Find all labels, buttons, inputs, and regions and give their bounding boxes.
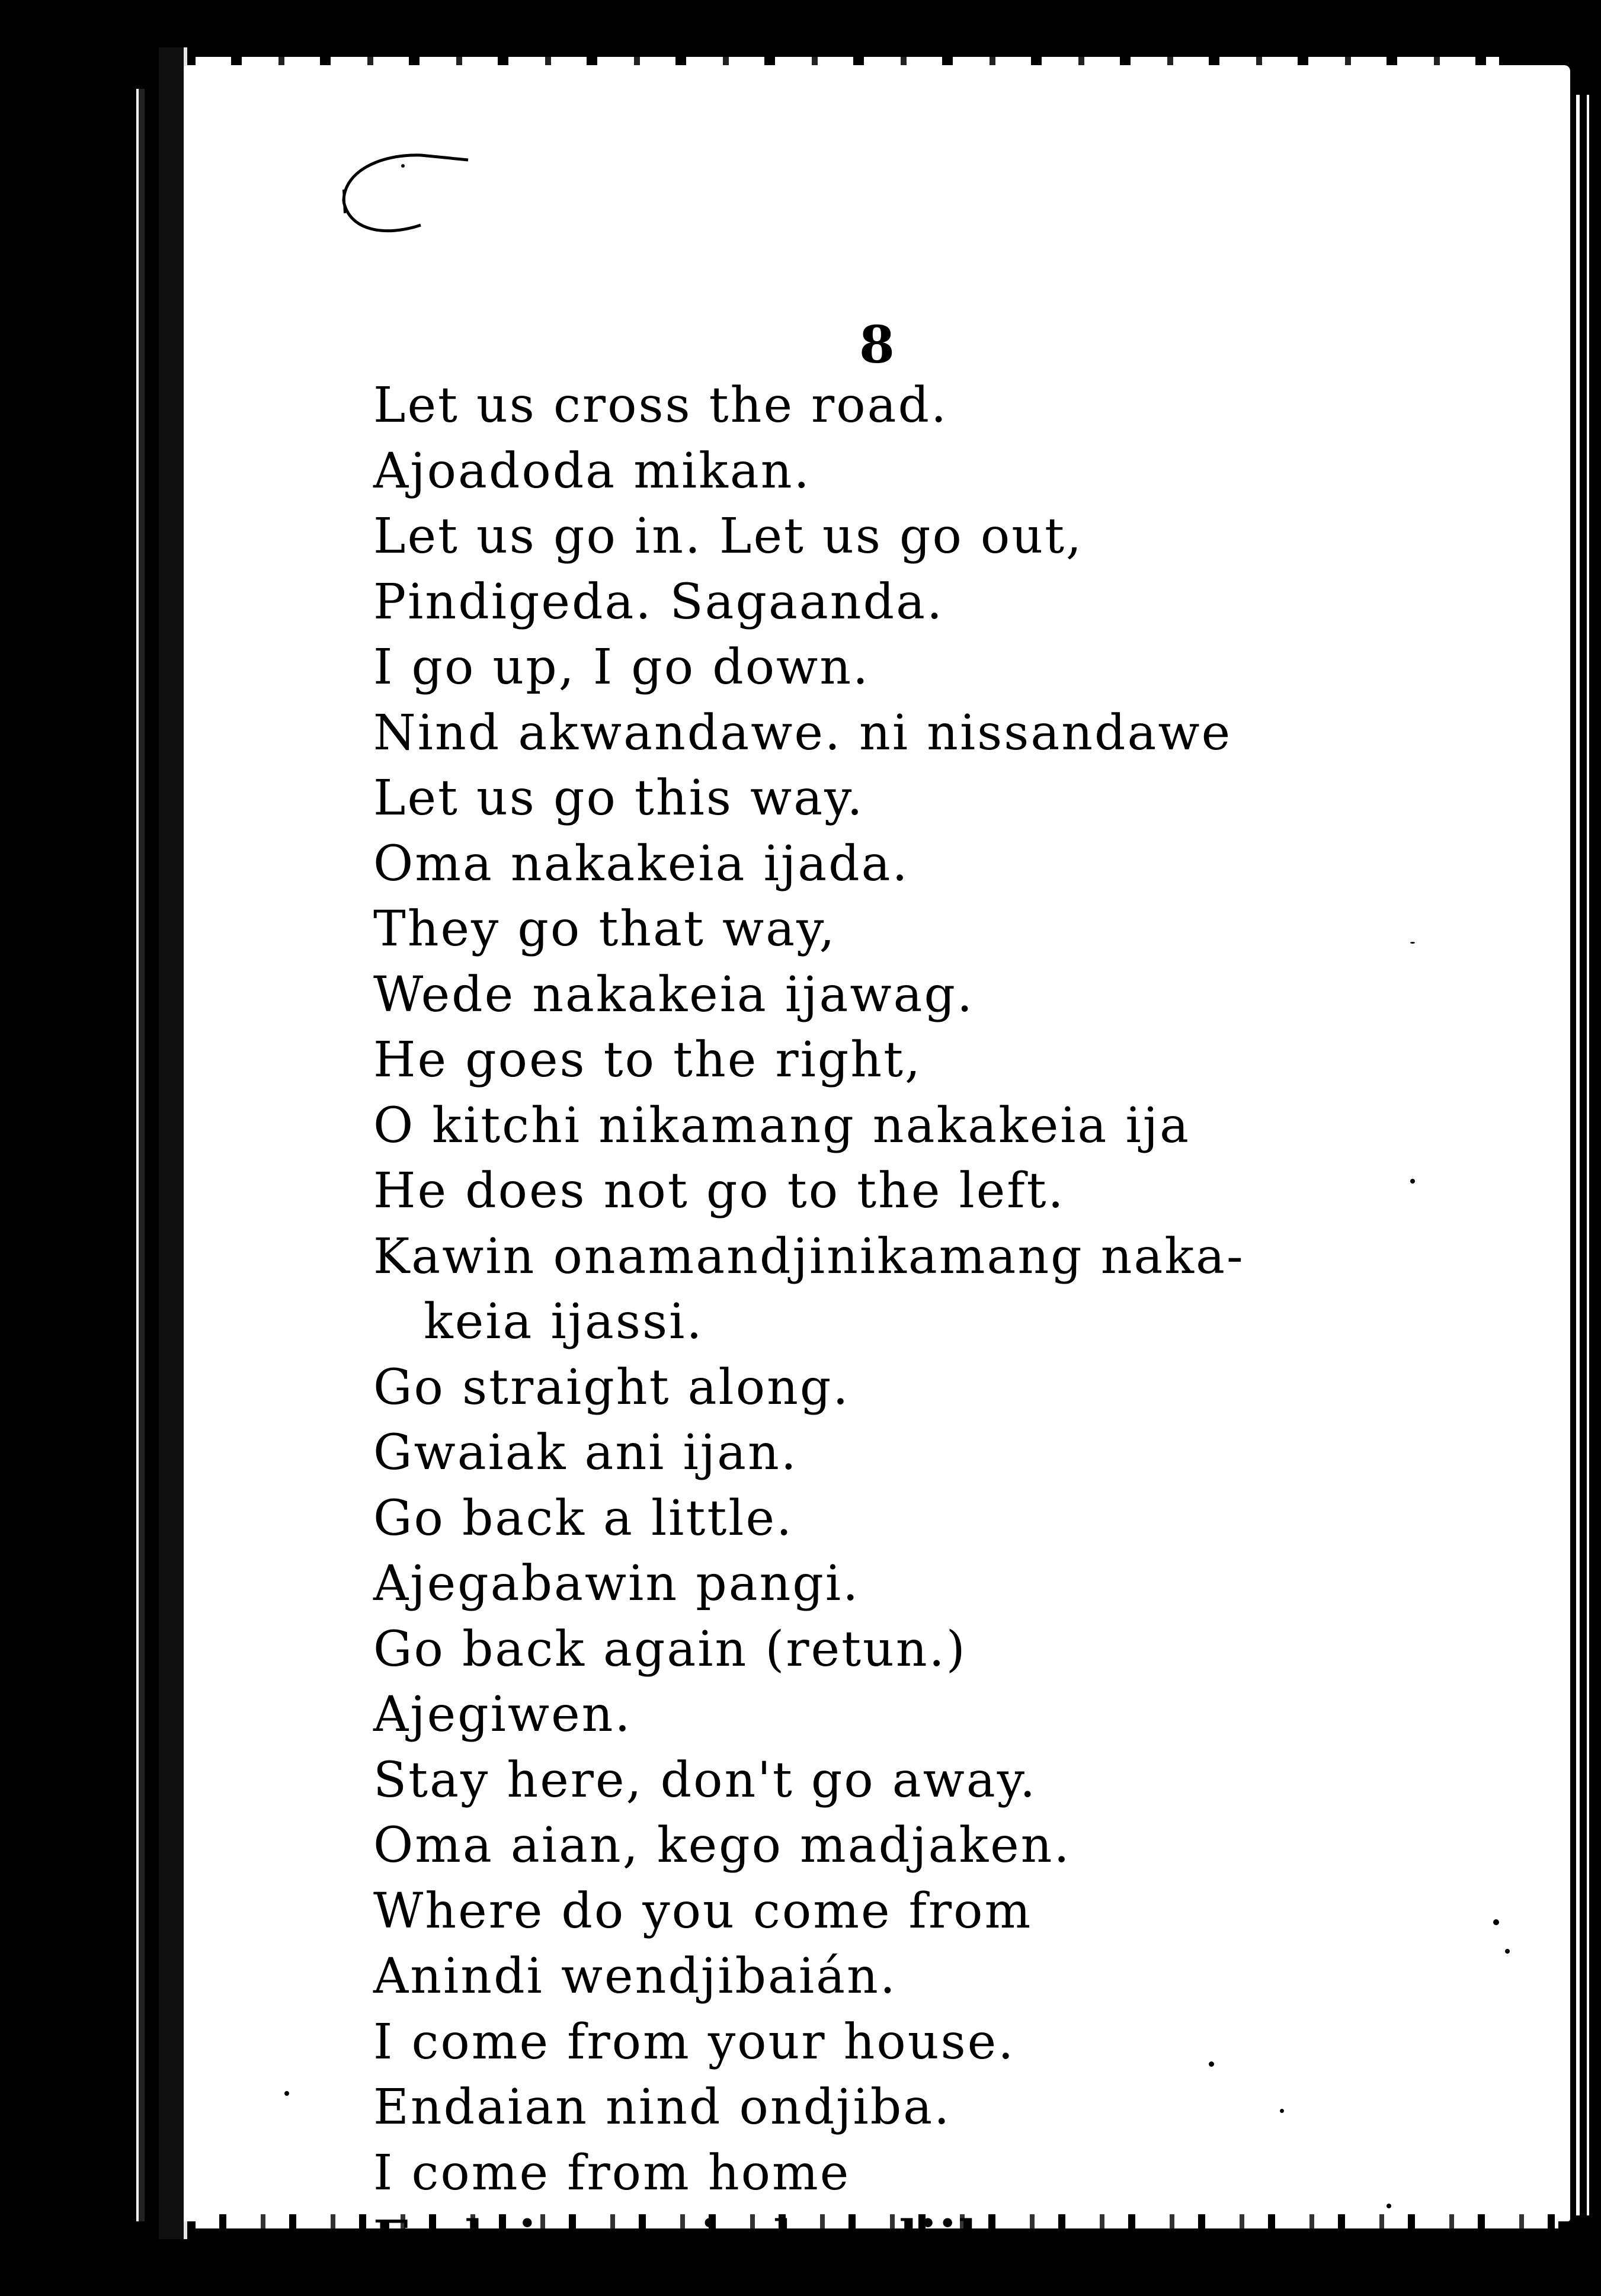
- text-line-continuation: keia ijassi.: [424, 1294, 704, 1350]
- binding-edge: [159, 47, 187, 2239]
- text-line: Gwaiak ani ijan.: [373, 1425, 798, 1481]
- text-line: Let us cross the road.: [373, 377, 949, 434]
- text-line: I come from home: [373, 2144, 851, 2201]
- print-speck: [1505, 1949, 1510, 1954]
- print-speck: [284, 2091, 289, 2096]
- text-line: Go back again (retun.): [373, 1621, 967, 1678]
- text-line: Wede nakakeia ijawag.: [373, 966, 975, 1023]
- text-line: Oma nakakeia ijada.: [373, 835, 910, 892]
- text-line: Endaian nind ondjiba.: [373, 2079, 952, 2135]
- text-line: Nind akwandawe. ni nissandawe: [373, 704, 1232, 761]
- text-line: They go that way,: [373, 901, 837, 957]
- text-line: Endaiang nind ondjiba: [373, 2210, 1028, 2267]
- text-line: Stay here, don't go away.: [373, 1752, 1038, 1808]
- print-speck: [1387, 2204, 1391, 2208]
- text-line: Ajegabawin pangi.: [373, 1556, 860, 1612]
- page-number: 8: [859, 315, 895, 375]
- library-stamp-mark-icon: [332, 148, 474, 243]
- text-line: I go up, I go down.: [373, 639, 870, 695]
- print-speck: [1410, 1179, 1415, 1184]
- text-line: Anindi wendjibaián.: [373, 1948, 897, 2005]
- page-top-edge: [196, 57, 1499, 65]
- text-line: Ajegiwen.: [373, 1686, 632, 1743]
- text-line: Let us go in. Let us go out,: [373, 508, 1084, 565]
- text-line: He goes to the right,: [373, 1032, 923, 1088]
- print-speck: [1493, 1919, 1499, 1925]
- page-right-edge: [1576, 95, 1589, 2215]
- print-speck: [1209, 2061, 1214, 2067]
- text-line: Go back a little.: [373, 1490, 794, 1547]
- print-speck: [1280, 2109, 1284, 2113]
- text-line: O kitchi nikamang nakakeia ija: [373, 1097, 1191, 1154]
- text-line: Ajoadoda mikan.: [373, 442, 811, 499]
- text-line: Let us go this way.: [373, 770, 864, 826]
- text-line: I come from your house.: [373, 2013, 1016, 2070]
- text-line: Oma aian, kego madjaken.: [373, 1817, 1071, 1874]
- text-line: Kawin onamandjinikamang naka-: [373, 1228, 1245, 1285]
- text-line: Where do you come from: [373, 1883, 1033, 1939]
- binding-shadow: [136, 89, 145, 2221]
- text-line: Go straight along.: [373, 1359, 850, 1416]
- text-line: Pindigeda. Sagaanda.: [373, 573, 944, 630]
- text-line: He does not go to the left.: [373, 1163, 1065, 1219]
- print-speck: [1410, 942, 1415, 944]
- vocabulary-text-block: [373, 373, 1546, 2272]
